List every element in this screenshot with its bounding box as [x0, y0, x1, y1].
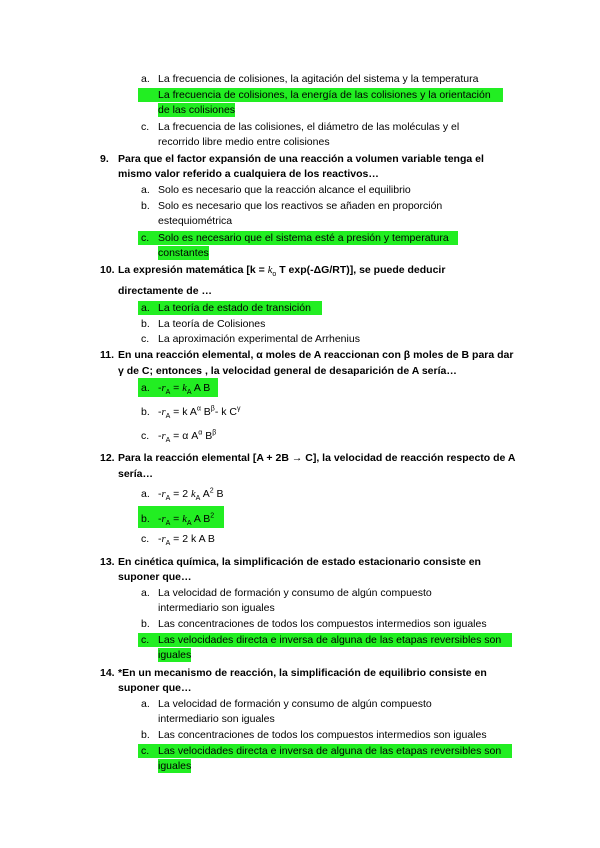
q12-option-b-formula: [158, 512, 214, 527]
q11-option-b-formula: [158, 405, 241, 420]
q11-option-b-letter: b.: [141, 406, 150, 418]
q11-b-beta: β: [210, 405, 215, 413]
q11-option-a-letter: a.: [141, 382, 150, 394]
q12-b-AB: A B: [191, 513, 211, 525]
q12-text-1: Para la reacción elemental [A + 2B → C], la velocidad de reacción respecto de A: [118, 452, 516, 464]
q13-option-a-text-1: La velocidad de formación y consumo de algún compuesto: [158, 587, 432, 599]
q12-c-r: r: [161, 534, 166, 545]
q14-text-1: *En un mecanismo de reacción, la simplificación de equilibrio consiste en: [118, 667, 487, 679]
q13-option-c-text-1: Las velocidades directa e inversa de alguna de las etapas reversibles son: [158, 634, 502, 646]
q14-text-2: suponer que…: [118, 682, 192, 694]
q11-c-minus: -: [158, 430, 162, 442]
q8-option-c-letter: c.: [141, 121, 150, 133]
q11-a-k: k: [182, 383, 187, 394]
q13-text-2: suponer que…: [118, 571, 192, 583]
q9-option-b-letter: b.: [141, 200, 150, 212]
q8-option-c-text-1: La frecuencia de las colisiones, el diámetro de las moléculas y el: [158, 121, 460, 133]
q10-option-b-text: La teoría de Colisiones: [158, 318, 266, 330]
q10-option-c-letter: c.: [141, 333, 150, 345]
q14-option-b-letter: b.: [141, 729, 150, 741]
q12-a-ksub: A: [195, 495, 201, 503]
q12-b-k: k: [182, 514, 187, 525]
q11-b-sub: A: [165, 413, 171, 421]
q11-text-1: En una reacción elemental, α moles de A reaccionan con β moles de B para dar: [118, 349, 514, 361]
q13-number: 13.: [100, 556, 115, 568]
q12-b-ksub: A: [186, 520, 192, 528]
q10-text-2: directamente de …: [118, 285, 212, 297]
q13-option-a-letter: a.: [141, 587, 150, 599]
q14-option-a-text-2: intermediario son iguales: [158, 713, 275, 725]
q11-a-minus: -: [158, 382, 162, 394]
q13-option-b-text: Las concentraciones de todos los compuestos intermedios son iguales: [158, 618, 487, 630]
q11-c-mid: α A: [182, 430, 199, 442]
q12-a-minus: -: [158, 488, 162, 500]
q9-text-2: mismo valor referido a cualquiera de los reactivos…: [118, 168, 379, 180]
q12-a-B: B: [213, 488, 224, 500]
q12-a-A: A: [202, 488, 210, 500]
q8-option-c-text-2: recorrido libre medio entre colisiones: [158, 136, 330, 148]
q11-c-sub: A: [165, 437, 171, 445]
q12-a-two: 2: [182, 488, 189, 500]
q10-option-b-letter: b.: [141, 318, 150, 330]
q9-option-a-letter: a.: [141, 184, 150, 196]
q13-text-1: En cinética química, la simplificación de estado estacionario consiste en: [118, 556, 481, 568]
q13-option-c-letter: c.: [141, 634, 150, 646]
q11-b-eq: =: [170, 406, 183, 418]
q10-k-subscript: o: [272, 271, 277, 279]
q10-option-a-text: La teoría de estado de transición: [158, 302, 311, 314]
q9-number: 9.: [100, 153, 109, 165]
q8-option-b-text-1: La frecuencia de colisiones, la energía de las colisiones y la orientación: [138, 88, 503, 102]
q9-option-c-letter: c.: [141, 232, 150, 244]
q9-option-b-text-2: estequiométrica: [158, 215, 233, 227]
q12-b-sq: 2: [210, 512, 215, 520]
q12-a-eq: =: [170, 488, 183, 500]
q13-option-c-text-2: iguales: [158, 649, 192, 661]
q12-c-sub: A: [165, 540, 171, 548]
q12-c-tail: 2 k A B: [182, 533, 215, 545]
q8-option-a-letter: a.: [141, 73, 150, 85]
q11-b-alpha: α: [196, 405, 201, 413]
q12-b-eq: =: [170, 513, 183, 525]
q9-text-1: Para que el factor expansión de una reacción a volumen variable tenga el: [118, 153, 484, 165]
q9-option-a-text: Solo es necesario que la reacción alcance el equilibrio: [158, 184, 411, 196]
q11-b-tail: - k C: [214, 406, 237, 418]
q11-c-beta: β: [212, 429, 217, 437]
q11-option-c-letter: c.: [141, 430, 150, 442]
q11-c-r: r: [161, 431, 166, 442]
q12-option-a-letter: a.: [141, 488, 150, 500]
q14-option-a-text-1: La velocidad de formación y consumo de algún compuesto: [158, 698, 432, 710]
q12-c-minus: -: [158, 533, 162, 545]
q9-option-c-text-1: Solo es necesario que el sistema esté a presión y temperatura: [158, 232, 449, 244]
q11-b-gamma: γ: [237, 405, 241, 413]
q10-k-symbol: k: [267, 265, 273, 276]
q10-text-1: [118, 263, 445, 278]
q11-option-a-formula: [158, 381, 210, 396]
q13-option-b-letter: b.: [141, 618, 150, 630]
q12-a-sub: A: [165, 495, 171, 503]
q12-b-minus: -: [158, 513, 162, 525]
q11-b-mid: k A: [182, 406, 197, 418]
q10-number: 10.: [100, 264, 115, 276]
q10-text-1a: La expresión matemática [k =: [118, 264, 268, 276]
q14-option-c-letter: c.: [141, 745, 150, 757]
q11-text-2: γ de C; entonces , la velocidad general de desaparición de A sería…: [118, 365, 457, 377]
q12-a-k: k: [191, 489, 196, 500]
q11-b-minus: -: [158, 406, 162, 418]
q10-option-c-text: La aproximación experimental de Arrhenius: [158, 333, 360, 345]
q12-number: 12.: [100, 452, 115, 464]
q14-option-a-letter: a.: [141, 698, 150, 710]
q9-option-b-text-1: Solo es necesario que los reactivos se añaden en proporción: [158, 200, 443, 212]
q10-option-a-letter: a.: [141, 302, 150, 314]
q14-option-b-text: Las concentraciones de todos los compuestos intermedios son iguales: [158, 729, 487, 741]
q12-b-sub: A: [165, 520, 171, 528]
q12-c-eq: =: [170, 533, 183, 545]
q14-option-c-text-2: iguales: [158, 760, 192, 772]
q14-option-c-text-1: Las velocidades directa e inversa de alguna de las etapas reversibles son: [158, 745, 502, 757]
q11-c-B: B: [202, 430, 213, 442]
q12-text-2: sería…: [118, 468, 154, 480]
q11-a-tail: A B: [191, 382, 211, 394]
q11-option-c-formula: [158, 429, 216, 444]
q11-a-ksub: A: [186, 389, 192, 397]
q11-a-sub: A: [165, 389, 171, 397]
q11-number: 11.: [100, 349, 115, 361]
q11-b-r: r: [161, 407, 166, 418]
q11-b-B: B: [200, 406, 211, 418]
q12-a-sq: 2: [209, 487, 214, 495]
q12-option-a-formula: [158, 487, 224, 502]
q10-text-1b: T exp(-ΔG/RT)], se puede deducir: [276, 264, 446, 276]
q12-option-b-letter: b.: [141, 513, 150, 525]
q12-option-c-letter: c.: [141, 533, 150, 545]
q12-option-c-formula: [158, 532, 215, 547]
q8-option-a-text: La frecuencia de colisiones, la agitación del sistema y la temperatura: [158, 73, 479, 85]
q11-a-eq: =: [170, 382, 183, 394]
q8-option-b-text-2: de las colisiones: [158, 104, 236, 116]
q12-a-r: r: [161, 489, 166, 500]
q13-option-a-text-2: intermediario son iguales: [158, 602, 275, 614]
q9-option-c-text-2: constantes: [158, 247, 209, 259]
q12-b-r: r: [161, 514, 166, 525]
q11-c-eq: =: [170, 430, 183, 442]
q11-a-r: r: [161, 383, 166, 394]
q14-number: 14.: [100, 667, 115, 679]
q11-c-alpha: α: [198, 429, 203, 437]
